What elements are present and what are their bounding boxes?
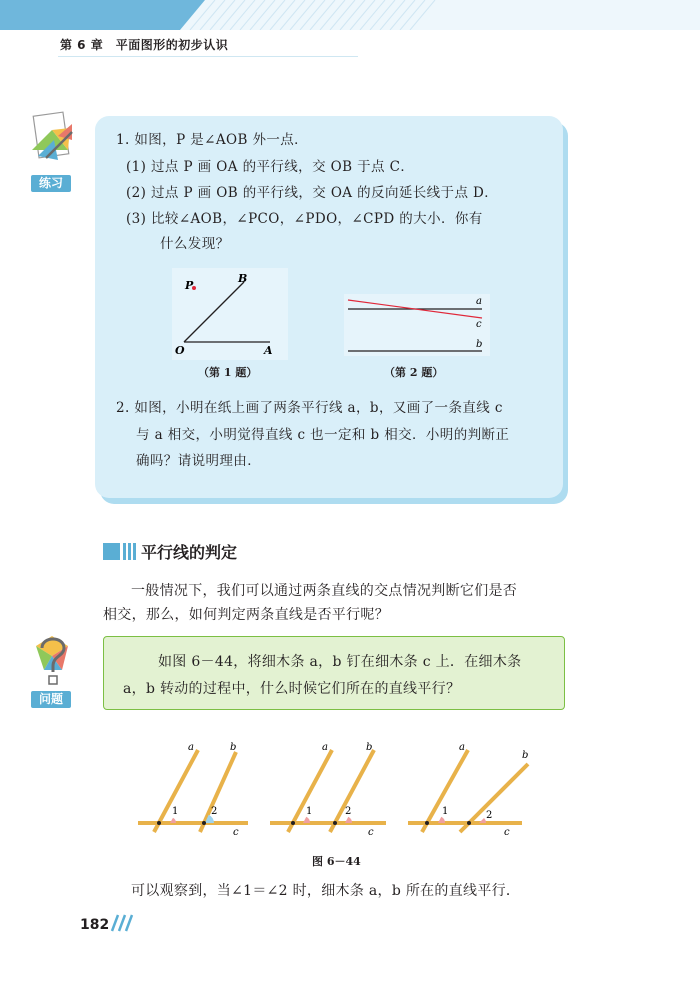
figure-panel-2 xyxy=(270,742,386,838)
stick-a xyxy=(288,750,332,832)
problem-badge: 问题 xyxy=(31,691,71,708)
section-heading-bars xyxy=(103,543,137,560)
label-c: c xyxy=(233,827,239,838)
pivot-2 xyxy=(333,821,337,825)
label-b: B xyxy=(238,272,248,285)
label-a: A xyxy=(264,344,273,357)
angle-1-label: 1 xyxy=(442,806,449,817)
header-divider xyxy=(58,56,358,57)
figure-panel-1 xyxy=(138,742,248,838)
header-band xyxy=(0,0,700,30)
angle-2-marker xyxy=(479,818,486,823)
angle-1-marker xyxy=(170,818,176,823)
page-number: 182 xyxy=(80,917,110,933)
figure-2 xyxy=(344,290,490,358)
practice-badge: 练习 xyxy=(31,175,71,192)
angle-1-marker xyxy=(303,817,310,823)
practice-icon xyxy=(28,110,78,168)
question-mark-icon xyxy=(30,632,76,688)
figure-panel-3 xyxy=(408,742,528,838)
angle-1-label: 1 xyxy=(306,806,313,817)
pivot-2 xyxy=(202,821,206,825)
label-c: c xyxy=(368,827,374,838)
question-2-line-3: 确吗？请说明理由． xyxy=(136,453,262,469)
question-1-intro: 1. 如图，P 是∠AOB 外一点． xyxy=(116,132,309,148)
figure-1 xyxy=(172,268,288,360)
label-b: b xyxy=(476,339,483,350)
intro-line-2: 相交，那么，如何判定两条直线是否平行呢？ xyxy=(103,607,389,623)
figure-1-caption: （第 1 题） xyxy=(198,366,258,379)
pivot-1 xyxy=(157,821,161,825)
problem-line-2: a，b 转动的过程中，什么时候它们所在的直线平行？ xyxy=(123,681,461,697)
label-p: P xyxy=(185,279,194,292)
figure-2-caption: （第 2 题） xyxy=(384,366,444,379)
question-1-item-3: (3) 比较∠AOB，∠PCO，∠PDO，∠CPD 的大小．你有 xyxy=(126,211,483,227)
chapter-title: 第 6 章 平面图形的初步认识 xyxy=(60,38,229,52)
angle-2-marker xyxy=(345,817,352,823)
stick-b xyxy=(200,752,236,832)
label-c: c xyxy=(504,827,510,838)
label-b: b xyxy=(522,750,529,761)
question-1-item-1: (1) 过点 P 画 OA 的平行线，交 OB 于点 C． xyxy=(126,159,415,175)
angle-1-marker xyxy=(438,817,445,823)
pivot-1 xyxy=(425,821,429,825)
angle-2-label: 2 xyxy=(486,810,493,821)
angle-1-label: 1 xyxy=(172,806,179,817)
question-2-line-2: 与 a 相交，小明觉得直线 c 也一定和 b 相交．小明的判断正 xyxy=(136,427,510,443)
label-c: c xyxy=(476,319,482,330)
conclusion-text: 可以观察到，当∠1＝∠2 时，细木条 a，b 所在的直线平行． xyxy=(131,883,521,899)
angle-2-label: 2 xyxy=(345,806,352,817)
question-1-item-3-cont: 什么发现？ xyxy=(160,236,230,252)
label-b: b xyxy=(366,742,373,753)
intro-line-1: 一般情况下，我们可以通过两条直线的交点情况判断它们是否 xyxy=(131,583,518,599)
stick-b xyxy=(330,750,374,832)
label-b: b xyxy=(230,742,237,753)
label-a: a xyxy=(476,296,482,307)
label-o: O xyxy=(175,344,185,357)
figure-6-44 xyxy=(130,738,540,842)
page-number-slashes xyxy=(106,912,134,932)
label-a: a xyxy=(188,742,194,753)
section-title: 平行线的判定 xyxy=(141,543,238,562)
stick-a xyxy=(154,750,198,832)
label-a: a xyxy=(459,742,465,753)
stick-a xyxy=(422,750,468,832)
question-2-line-1: 2. 如图，小明在纸上画了两条平行线 a，b，又画了一条直线 c xyxy=(116,400,503,416)
angle-2-label: 2 xyxy=(211,806,218,817)
pivot-1 xyxy=(291,821,295,825)
figure-caption: 图 6－44 xyxy=(312,855,361,868)
label-a: a xyxy=(322,742,328,753)
pivot-2 xyxy=(467,821,471,825)
problem-line-1: 如图 6－44，将细木条 a，b 钉在细木条 c 上．在细木条 xyxy=(158,654,522,670)
question-1-item-2: (2) 过点 P 画 OB 的平行线，交 OA 的反向延长线于点 D． xyxy=(126,185,499,201)
